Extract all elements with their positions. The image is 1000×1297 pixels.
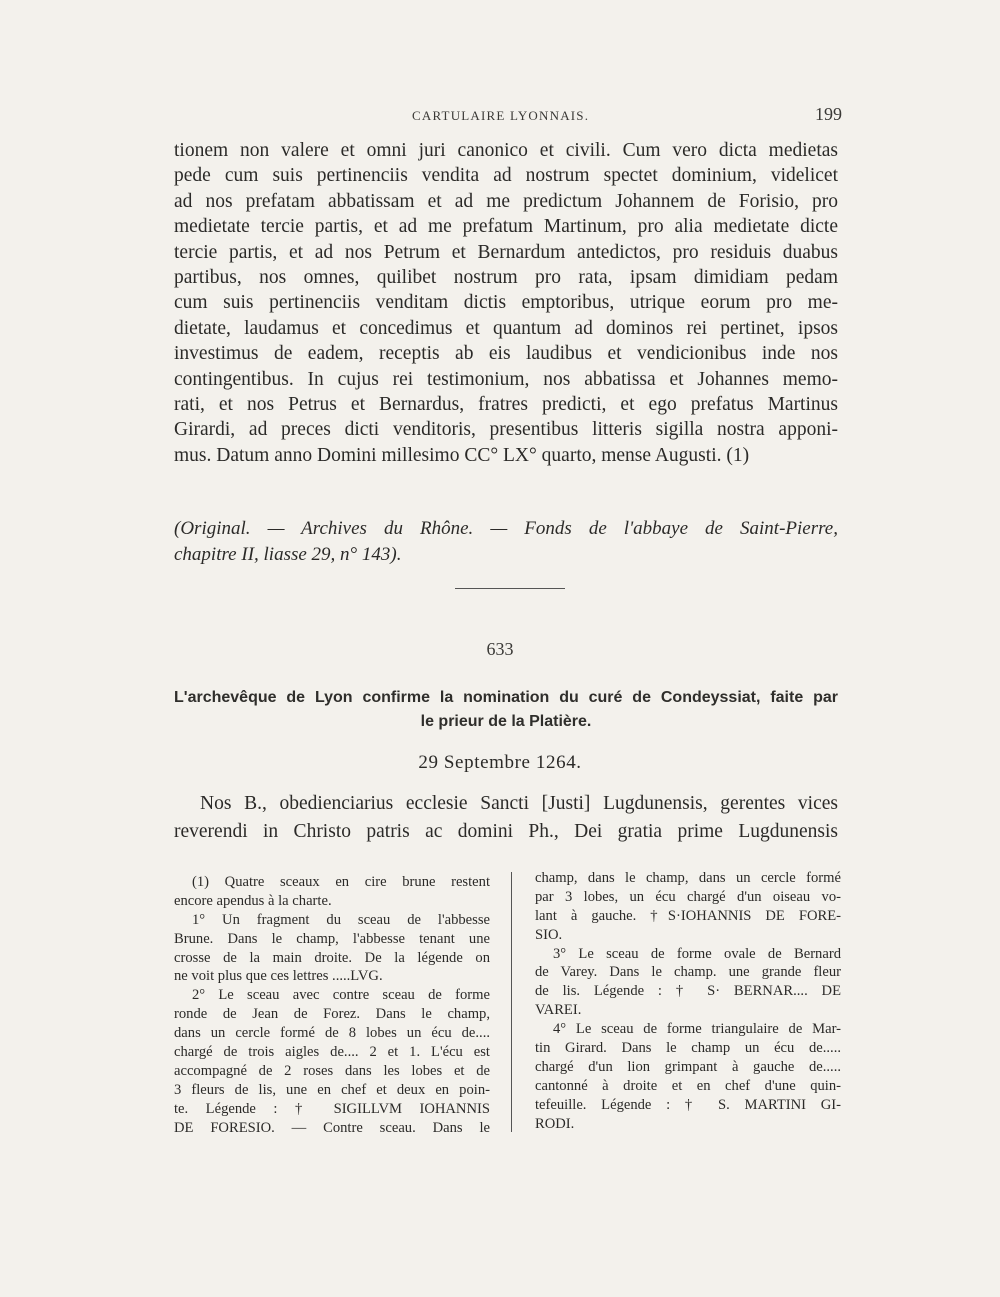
footnote-line: chargé d'un lion grimpant à gauche de..... bbox=[535, 1058, 841, 1075]
continuation-text bbox=[174, 138, 838, 468]
text-line: tionem non valere et omni juri canonico et civili. Cum vero dicta medietas bbox=[174, 140, 838, 161]
text-line: mus. Datum anno Domini millesimo CC° LX° quarto, mense Augusti. (1) bbox=[174, 444, 750, 466]
footnote-line: accompagné de 2 roses dans les lobes et de bbox=[174, 1062, 490, 1079]
text-line: cum suis pertinenciis venditam dictis emptoribus, utrique eorum pro me- bbox=[174, 292, 838, 314]
footnote-line: DE FORESIO. — Contre sceau. Dans le bbox=[174, 1119, 490, 1136]
footnote-line: te. Légende : † SIGILLVM IOHANNIS bbox=[174, 1100, 490, 1117]
footnote-line: dans un cercle formé de 8 lobes un écu de.... bbox=[174, 1025, 490, 1042]
charter-title bbox=[174, 686, 838, 734]
footnote-line: par 3 lobes, un écu chargé d'un oiseau vo- bbox=[535, 888, 841, 905]
footnote-line: RODI. bbox=[535, 1115, 575, 1132]
text-line: tercie partis, et ad nos Petrum et Bernardum antedictos, pro residuis duabus bbox=[174, 241, 838, 263]
footnote-line: VAREI. bbox=[535, 1002, 582, 1019]
text-line: contingentibus. In cujus rei testimonium, nos abbatissa et Johannes memo- bbox=[174, 368, 838, 390]
running-head: CARTULAIRE LYONNAIS. bbox=[412, 108, 590, 123]
footnote-line: 4° Le sceau de forme triangulaire de Mar- bbox=[553, 1021, 841, 1038]
charter-title-line: le prieur de la Platière. bbox=[420, 713, 592, 730]
footnote-line: de Varey. Dans le champ. une grande fleur bbox=[535, 964, 841, 981]
charter-date: 29 Septembre 1264. bbox=[418, 752, 582, 773]
footnote-line: ne voit plus que ces lettres .....LVG. bbox=[174, 968, 383, 985]
text-line: Girardi, ad preces dicti venditoris, presentibus litteris sigilla nostra apponi- bbox=[174, 419, 838, 441]
text-line: investimus de eadem, receptis ab eis laudibus et vendicionibus inde nos bbox=[174, 343, 838, 365]
text-line: partibus, nos omnes, quilibet nostrum pro rata, ipsam dimidiam pedam bbox=[174, 266, 838, 288]
footnote-line: Brune. Dans le champ, l'abbesse tenant une bbox=[174, 930, 490, 947]
footnotes-left-column bbox=[174, 873, 490, 1137]
footnote-line: (1) Quatre sceaux en cire brune restent bbox=[192, 874, 490, 890]
source-line: (Original. — Archives du Rhône. — Fonds de l'abbaye de Saint-Pierre, bbox=[174, 518, 838, 539]
charter-body bbox=[174, 790, 838, 846]
footnote-line: 3° Le sceau de forme ovale de Bernard bbox=[553, 945, 841, 962]
footnote-line: 3 fleurs de lis, une en chef et deux en poin- bbox=[174, 1081, 490, 1098]
text-line: dietate, laudamus et concedimus et quantum ad dominos rei pertinet, ipsos bbox=[174, 317, 838, 339]
footnote-line: ronde de Jean de Forez. Dans le champ, bbox=[174, 1006, 490, 1023]
footnote-line: 2° Le sceau avec contre sceau de forme bbox=[192, 987, 490, 1004]
footnote-line: cantonné à droite et en chef d'une quin- bbox=[535, 1077, 841, 1094]
footnote-line: chargé de trois aigles de.... 2 et 1. L'écu est bbox=[174, 1044, 490, 1061]
source-citation bbox=[174, 516, 838, 568]
charter-body-line: reverendi in Christo patris ac domini Ph., Dei gratia prime Lugdunensis bbox=[174, 821, 838, 842]
section-divider bbox=[455, 588, 565, 589]
page-number: 199 bbox=[815, 104, 842, 124]
footnote-line: 1° Un fragment du sceau de l'abbesse bbox=[192, 911, 490, 928]
footnote-line: de lis. Légende : † S· BERNAR.... DE bbox=[535, 983, 841, 1000]
charter-title-line: L'archevêque de Lyon confirme la nomination du curé de Condeyssiat, faite par bbox=[174, 689, 838, 706]
text-line: ad nos prefatam abbatissam et ad me predictum Johannem de Forisio, pro bbox=[174, 190, 838, 212]
text-line: medietate tercie partis, et ad me prefatum Martinum, pro alia medietate dicte bbox=[174, 216, 838, 238]
footnote-line: SIO. bbox=[535, 926, 563, 943]
footnote-line: tefeuille. Légende : † S. MARTINI GI- bbox=[535, 1096, 841, 1113]
footnote-line: crosse de la main droite. De la légende on bbox=[174, 949, 490, 966]
text-line: pede cum suis pertinenciis vendita ad nostrum spectet dominium, videlicet bbox=[174, 165, 838, 187]
footnote-line: lant à gauche. †S·IOHANNIS DE FORE- bbox=[535, 907, 841, 924]
text-line: rati, et nos Petrus et Bernardus, fratres predicti, et ego prefatus Martinus bbox=[174, 393, 838, 415]
footnotes-right-column bbox=[535, 869, 841, 1133]
footnote-line: encore apendus à la charte. bbox=[174, 892, 332, 909]
source-line: chapitre II, liasse 29, n° 143). bbox=[174, 544, 402, 565]
footnotes-column-divider bbox=[511, 872, 512, 1132]
footnote-line: tin Girard. Dans le champ un écu de..... bbox=[535, 1040, 841, 1057]
footnote-line: champ, dans le champ, dans un cercle formé bbox=[535, 870, 841, 886]
charter-body-line: Nos B., obedienciarius ecclesie Sancti [Justi] Lugdunensis, gerentes vices bbox=[200, 793, 838, 814]
charter-number: 633 bbox=[486, 639, 514, 659]
